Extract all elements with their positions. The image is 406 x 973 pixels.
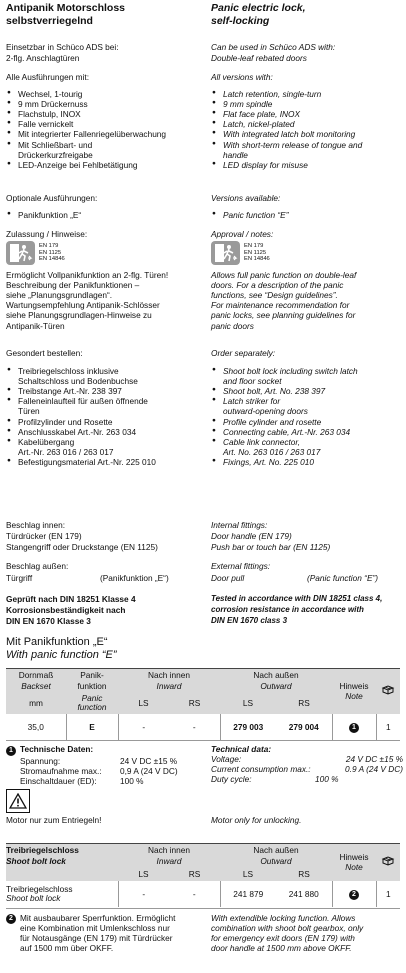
header-ls-out: LS xyxy=(242,697,254,708)
fit-out-func-en: (Panic function “E”) xyxy=(307,573,379,583)
list-item: ● Latch striker for outward-opening doors xyxy=(211,396,406,416)
optional-list-en xyxy=(211,210,288,220)
cell-in-rs: - xyxy=(169,714,220,740)
header-rs-in: RS xyxy=(188,697,201,708)
divider xyxy=(6,740,400,741)
article-241880: 241 880 xyxy=(276,881,332,907)
header-inward: Inward xyxy=(156,681,182,692)
versions-heading-en: All versions with: xyxy=(211,72,273,82)
header-innen: Nach innen xyxy=(148,669,190,680)
title-en-line2: self-locking xyxy=(211,15,270,27)
approval-heading-de: Zulassung / Hinweise: xyxy=(6,229,88,239)
intro-en-2: Double-leaf rebated doors xyxy=(211,53,307,63)
fit-in-heading-de: Beschlag innen: xyxy=(6,520,66,530)
list-item: ● Anschlusskabel Art.-Nr. 263 034 xyxy=(6,427,206,437)
header-dornmass: Dornmaß xyxy=(18,669,54,680)
list-item: ● With short-term release of tongue and handle xyxy=(211,140,406,160)
fit-in-1-en: Door handle (EN 179) xyxy=(211,531,292,541)
list-item: ● Wechsel, 1-tourig xyxy=(6,89,206,99)
list-item: ● Treibstange Art.-Nr. 238 397 xyxy=(6,386,206,396)
fit-in-1-de: Türdrücker (EN 179) xyxy=(6,531,82,541)
list-item: ● Shoot bolt, Art. No. 238 397 xyxy=(211,386,406,396)
tested-en-1: Tested in accordance with DIN 18251 class 4, xyxy=(211,594,383,603)
warning-text-en: Motor only for unlocking. xyxy=(211,815,302,825)
list-item: ● LED-Anzeige bei Fehlbetätigung xyxy=(6,160,206,170)
optional-heading-en: Versions available: xyxy=(211,193,281,203)
en-codes: EN 179 EN 1125 EN 14846 xyxy=(39,243,65,263)
note-2-marker: 2 xyxy=(6,914,16,924)
panic-section-title-en: With panic function “E” xyxy=(6,649,117,661)
header-outward: Outward xyxy=(260,856,292,867)
shoot-bolt-table xyxy=(6,844,400,907)
exit-sign-badge xyxy=(6,241,65,265)
versions-list-en xyxy=(211,89,406,170)
article-279004: 279 004 xyxy=(276,714,332,740)
header-mm: mm xyxy=(29,697,43,708)
header-panic-function: Panic function xyxy=(77,692,107,712)
list-item: ● Connecting cable, Art.-Nr. 263 034 xyxy=(211,427,406,437)
fit-in-2-de: Stangengriff oder Druckstange (EN 1125) xyxy=(6,542,158,552)
table-row xyxy=(6,714,400,740)
title-en-line1: Panic electric lock, xyxy=(211,2,306,14)
list-item: ● Falleneinlaufteil für außen öffnende Türen xyxy=(6,396,206,416)
panic-lock-table xyxy=(6,669,400,740)
header-rs-out: RS xyxy=(298,868,310,879)
list-item: ● Latch retention, single-turn xyxy=(211,89,406,99)
header-panik-2: funktion xyxy=(77,681,107,692)
quantity-icon xyxy=(376,669,400,714)
header-ls-out: LS xyxy=(242,868,254,879)
list-item: ● With integrated latch bolt monitoring xyxy=(211,129,406,139)
cell-in-ls: - xyxy=(142,888,146,899)
cell-name: Treibriegelschloss Shoot bolt lock xyxy=(6,881,118,907)
header-backset: Backset xyxy=(21,681,51,692)
warning-text-de: Motor nur zum Entriegeln! xyxy=(6,815,102,825)
optional-list-de xyxy=(6,210,81,220)
list-item: ● Mit Schließbart- und Drückerkurzfreigabe xyxy=(6,140,168,160)
header-outward: Outward xyxy=(260,681,292,692)
header-aussen: Nach außen xyxy=(253,669,299,680)
versions-list-de xyxy=(6,89,206,170)
intro-de-2: 2-flg. Anschlagtüren xyxy=(6,53,80,63)
note-1-marker: 1 xyxy=(6,746,16,756)
list-item: ● Profile cylinder and rosette xyxy=(211,417,406,427)
order-heading-en: Order separately: xyxy=(211,348,276,358)
note-marker: 2 xyxy=(332,881,376,907)
fit-out-heading-en: External fittings: xyxy=(211,561,271,571)
header-ls-in: LS xyxy=(138,697,149,708)
cell-in-rs: - xyxy=(169,881,220,907)
intro-de-1: Einsetzbar in Schüco ADS bei: xyxy=(6,42,119,52)
list-item: ● Cable link connector, Art. No. 263 016 / 263 017 xyxy=(211,437,406,457)
emergency-exit-icon xyxy=(6,241,35,265)
list-item: ● 9 mm Drückernuss xyxy=(6,99,206,109)
list-item: ● Panikfunktion „E“ xyxy=(6,210,81,220)
fit-in-2-en: Push bar or touch bar (EN 1125) xyxy=(211,542,331,552)
tested-en-2: corrosion resistance in accordance with xyxy=(211,605,364,614)
quantity-icon xyxy=(376,844,400,881)
header-rs-out: RS xyxy=(298,697,310,708)
header-inward: Inward xyxy=(156,856,182,867)
emergency-exit-icon xyxy=(211,241,240,265)
cell-function: E xyxy=(66,714,118,740)
article-279003: 279 003 xyxy=(233,721,264,732)
tech-title-de: Technische Daten: xyxy=(20,744,94,754)
list-item: ● Befestigungsmaterial Art.-Nr. 225 010 xyxy=(6,457,206,467)
list-item: ● Flat face plate, INOX xyxy=(211,109,406,119)
cell-backset: 35,0 xyxy=(27,721,44,732)
fit-out-func-de: (Panikfunktion „E“) xyxy=(100,573,169,583)
cell-qty: 1 xyxy=(385,888,391,899)
cell-in-ls: - xyxy=(142,721,146,732)
warning-icon xyxy=(6,789,30,813)
list-item: ● Fixings, Art. No. 225 010 xyxy=(211,457,406,467)
approval-text-de: Ermöglicht Vollpanikfunktion an 2-flg. Türen! Beschreibung der Panikfunktionen – siehe „Planungsgrundlagen“. Wartungsempfehlung Antipanik-Schlösser siehe Planungsgrundlagen-Hinweise zu Antipanik-Türen xyxy=(6,270,169,331)
list-item: ● Treibriegelschloss inklusive Schaltschloss und Bodenbuchse xyxy=(6,366,206,386)
table-row xyxy=(6,881,400,907)
cell-qty: 1 xyxy=(385,721,391,732)
fit-in-heading-en: Internal fittings: xyxy=(211,520,268,530)
header-hinweis: Hinweis Note xyxy=(339,681,369,701)
divider xyxy=(6,908,400,909)
fit-out-item-en: Door pull xyxy=(211,573,245,583)
approval-text-en: Allows full panic function on double-leaf doors. For a description of the panic functions, see “Design guidelines”. For maintenance recommendation for panic locks, see planning guidelines for panic doors xyxy=(211,270,357,331)
list-item: ● LED display for misuse xyxy=(211,160,406,170)
header-title-de: Treibriegelschloss xyxy=(6,844,79,855)
list-item: ● Panic function “E” xyxy=(211,210,288,220)
fit-out-item-de: Türgriff xyxy=(6,573,33,583)
versions-heading-de: Alle Ausführungen mit: xyxy=(6,72,90,82)
header-rs-in: RS xyxy=(188,868,201,879)
approval-heading-en: Approval / notes: xyxy=(211,229,274,239)
order-list-en xyxy=(211,366,406,467)
tech-data-de: 1 Technische Daten: Spannung: 24 V DC ±15 % Stromaufnahme max.: 0,9 A (24 V DC) Einschaltdauer (ED): 100 % xyxy=(6,744,206,786)
tech-data-en: Technical data: Voltage: 24 V DC ±15 % Current consumption max.: 0.9 A (24 V DC) Duty cycle: 100 % xyxy=(211,744,403,785)
article-241879: 241 879 xyxy=(233,888,264,899)
header-innen: Nach innen xyxy=(148,844,190,855)
order-list-de xyxy=(6,366,206,467)
optional-heading-de: Optionale Ausführungen: xyxy=(6,193,98,203)
header-panik-1: Panik- xyxy=(80,669,104,680)
tested-de-1: Geprüft nach DIN 18251 Klasse 4 xyxy=(6,594,136,604)
tested-de-2: Korrosionsbeständigkeit nach xyxy=(6,605,126,615)
list-item: ● Kabelübergang Art.-Nr. 263 016 / 263 017 xyxy=(6,437,206,457)
header-aussen: Nach außen xyxy=(253,844,299,855)
list-item: ● Profilzylinder und Rosette xyxy=(6,417,206,427)
list-item: ● Shoot bolt lock including switch latch and floor socket xyxy=(211,366,406,386)
list-item: ● Flachstulp, INOX xyxy=(6,109,206,119)
tested-de-3: DIN EN 1670 Klasse 3 xyxy=(6,616,91,626)
footnote-2-de: 2 Mit ausbaubarer Sperrfunktion. Ermöglicht eine Kombination mit Umlenkschloss nur für Notausgänge (EN 179) mit Türdrücker auf 1500 mm über OKFF. xyxy=(6,913,206,953)
panic-section-title-de: Mit Panikfunktion „E“ xyxy=(6,636,108,648)
exit-sign-badge-en xyxy=(211,241,270,265)
order-heading-de: Gesondert bestellen: xyxy=(6,348,83,358)
header-title-en: Shoot bolt lock xyxy=(6,856,66,867)
list-item: ● Mit integrierter Fallenriegelüberwachung xyxy=(6,129,206,139)
title-de-line1: Antipanik Motorschloss xyxy=(6,2,126,14)
list-item: ● Latch, nickel-plated xyxy=(211,119,406,129)
tested-en-3: DIN EN 1670 class 3 xyxy=(211,616,288,625)
list-item: ● 9 mm spindle xyxy=(211,99,406,109)
title-de-line2: selbstverriegelnd xyxy=(6,15,93,27)
header-ls-in: LS xyxy=(138,868,149,879)
header-hinweis: Hinweis Note xyxy=(339,852,369,872)
list-item: ● Falle vernickelt xyxy=(6,119,206,129)
note-marker: 1 xyxy=(332,714,376,740)
tech-title-en: Technical data: xyxy=(211,744,272,754)
intro-en-1: Can be used in Schüco ADS with: xyxy=(211,42,336,52)
en-codes: EN 179 EN 1125 EN 14846 xyxy=(244,243,270,263)
fit-out-heading-de: Beschlag außen: xyxy=(6,561,69,571)
footnote-2-en: With extendible locking function. Allows combination with shoot bolt gearbox, only for emergency exit doors (EN 179) with door handle at 1500 mm above OKFF. xyxy=(211,913,364,954)
